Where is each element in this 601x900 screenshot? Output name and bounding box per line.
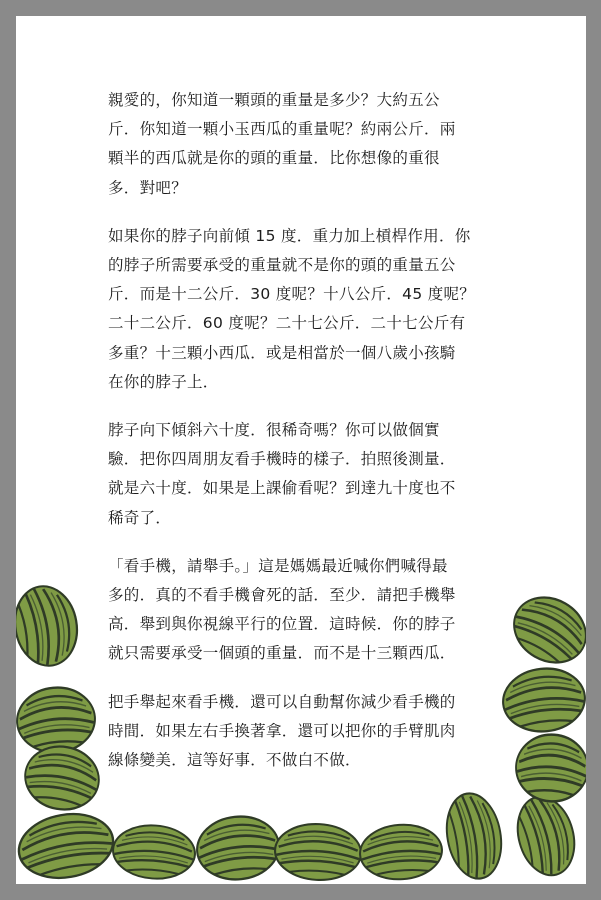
watermelon-icon — [111, 823, 197, 882]
watermelon-icon — [16, 807, 118, 884]
paragraph-1: 親愛的，你知道一顆頭的重量是多少？大約五公 斤．你知道一顆小玉西瓜的重量呢？約兩公斤．兩 顆半的西瓜就是你的頭的重量．比你想像的重很 多．對吧？ — [108, 91, 456, 197]
book-page — [16, 16, 586, 884]
watermelon-icon — [274, 822, 363, 882]
watermelon-icon — [358, 822, 444, 882]
article-body — [108, 86, 518, 794]
watermelon-icon — [20, 741, 104, 815]
watermelon-icon — [514, 732, 586, 804]
watermelon-icon — [16, 581, 83, 670]
watermelon-icon — [194, 813, 282, 884]
watermelon-icon — [16, 684, 98, 755]
paragraph-2: 如果你的脖子向前傾 15 度．重力加上槓桿作用．你 的脖子所需要承受的重量就不是你的頭的重量五公 斤．而是十二公斤．30 度呢？十八公斤．45 度呢？ 二十二公斤．60 度呢？二十七公斤．二十七公斤有 多重？十三顆小西瓜．或是相當於一個八歲小孩騎 在你的脖子上． — [108, 226, 476, 391]
paragraph-3: 脖子向下傾斜六十度．很稀奇嗎？你可以做個實 驗．把你四周朋友看手機時的樣子．拍照後測量． 就是六十度．如果是上課偷看呢？到達九十度也不 稀奇了． — [108, 421, 456, 527]
watermelon-icon — [509, 790, 582, 881]
paragraph-4: 「看手機，請舉手。」這是媽媽最近喊你們喊得最 多的．真的不看手機會死的話．至少．請把手機舉 高．舉到與你視線平行的位置．這時候．你的脖子 就只需要承受一個頭的重量．而不是十三顆西瓜． — [108, 556, 456, 663]
watermelon-icon — [440, 789, 507, 883]
paragraph-5: 把手舉起來看手機．還可以自動幫你減少看手機的 時間．如果左右手換著拿．還可以把你的手臂肌肉 線條變美．這等好事．不做白不做． — [108, 692, 456, 770]
